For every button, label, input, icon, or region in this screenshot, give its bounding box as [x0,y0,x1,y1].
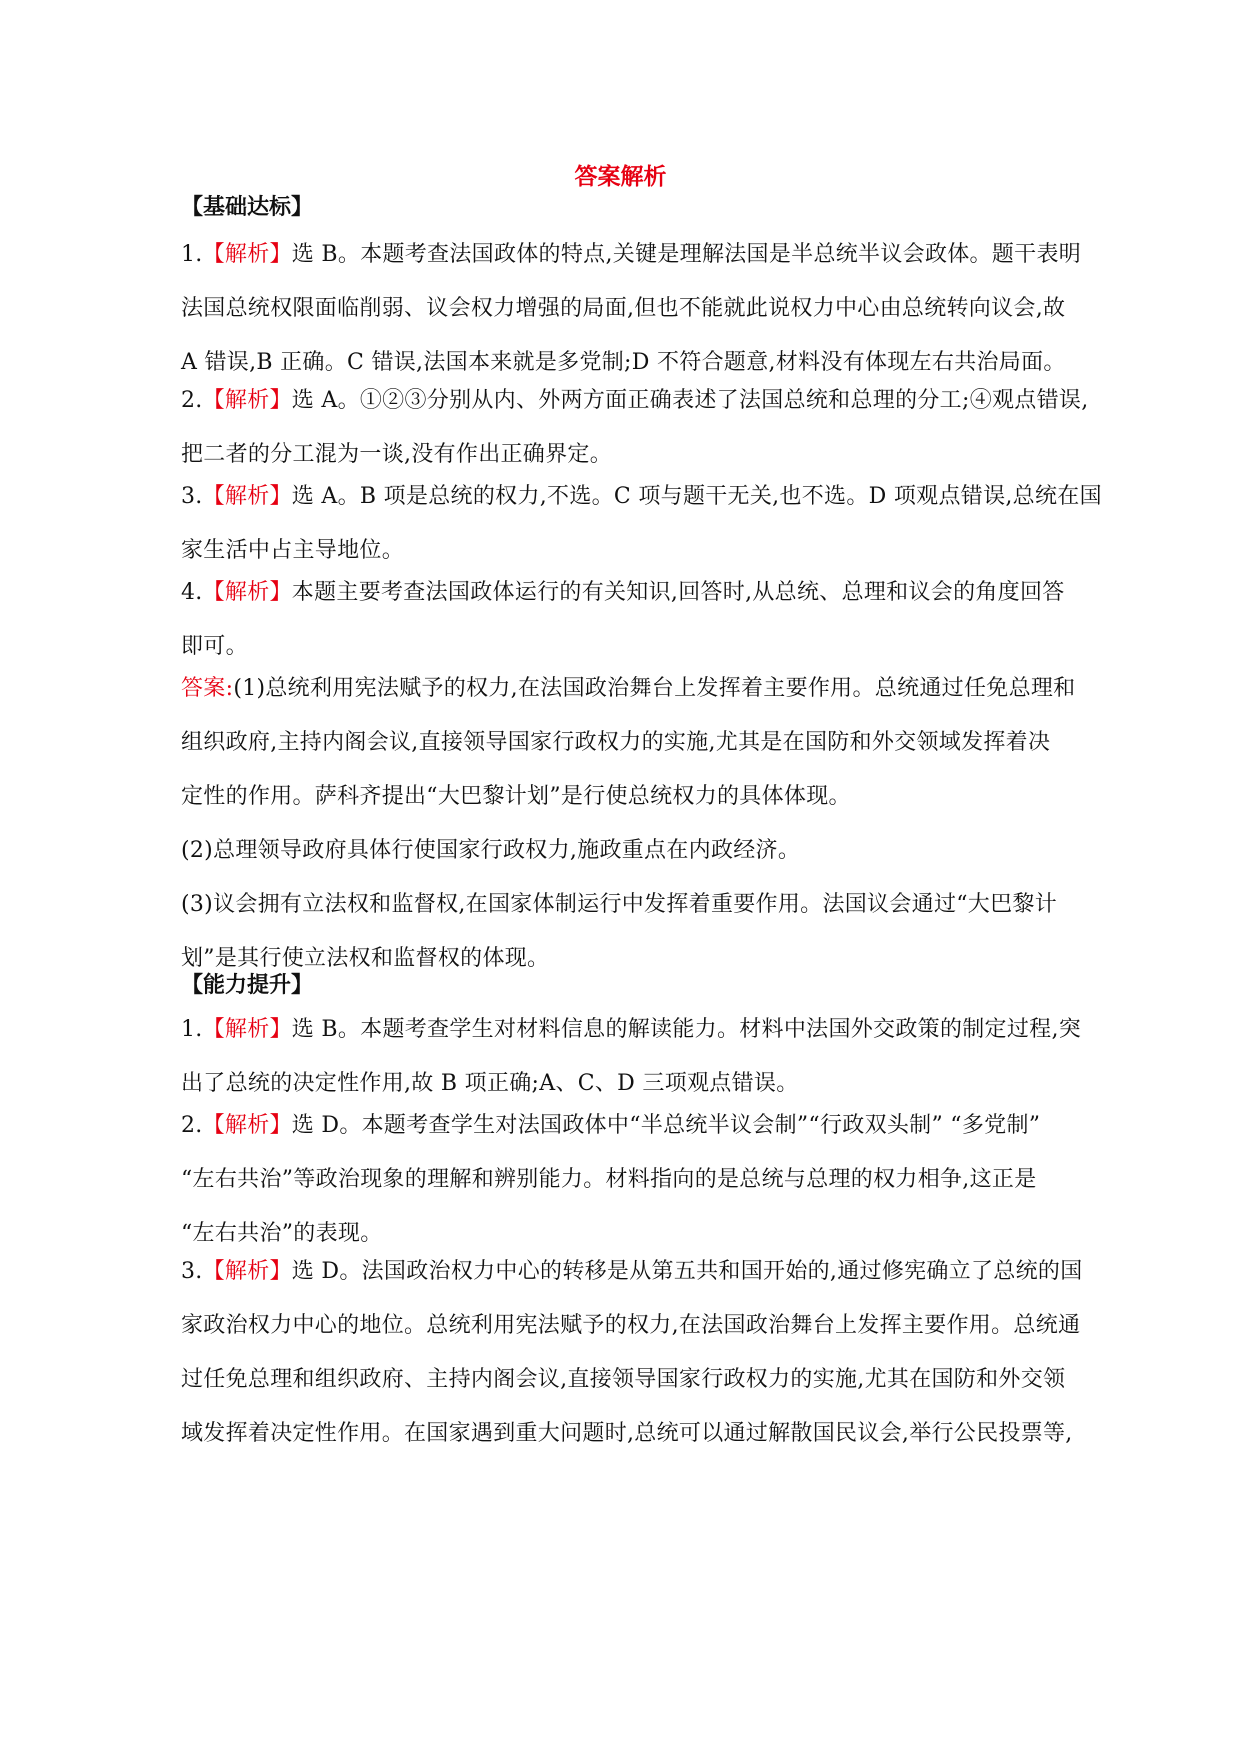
item-number: 2. [181,1113,203,1138]
item-number: 1. [181,242,203,267]
item-text: 法国总统权限面临削弱、议会权力增强的局面,但也不能就此说权力中心由总统转向议会,故 [181,296,1066,321]
analysis-tag: 【解析】 [202,242,292,267]
item-text: “左右共治”等政治现象的理解和辨别能力。材料指向的是总统与总理的权力相争,这正是 [181,1167,1037,1192]
answer-label: 答案: [181,676,234,701]
page-title: 答案解析 [574,163,667,190]
answer-sub-3: (3)议会拥有立法权和监督权,在国家体制运行中发挥着重要作用。法国议会通过“大巴黎计 [181,892,1058,917]
item-text: “左右共治”的表现。 [181,1221,383,1246]
section-heading-basic: 【基础达标】 [181,194,314,220]
answer-text: 定性的作用。萨科齐提出“大巴黎计划”是行使总统权力的具体体现。 [181,784,851,809]
item-text: 出了总统的决定性作用,故 B 项正确;A、C、D 三项观点错误。 [181,1071,799,1096]
item-text: 选 D。法国政治权力中心的转移是从第五共和国开始的,通过修宪确立了总统的国 [291,1259,1083,1284]
answer-text: (1)总统利用宪法赋予的权力,在法国政治舞台上发挥着主要作用。总统通过任免总理和 [233,676,1076,701]
item-text: A 错误,B 正确。C 错误,法国本来就是多党制;D 不符合题意,材料没有体现左右共治局面。 [181,350,1066,375]
advanced-item-3 [181,1245,1083,1461]
item-number: 3. [181,1259,203,1284]
basic-item-1 [181,228,1082,390]
item-text: 过任免总理和组织政府、主持内阁会议,直接领导国家行政权力的实施,尤其在国防和外交领 [181,1367,1066,1392]
item-text: 选 B。本题考查学生对材料信息的解读能力。材料中法国外交政策的制定过程,突 [291,1017,1082,1042]
item-text: 选 A。B 项是总统的权力,不选。C 项与题干无关,也不选。D 项观点错误,总统在国 [291,484,1102,509]
answer-sub-3: 划”是其行使立法权和监督权的体现。 [181,946,550,971]
basic-item-2 [181,374,1089,482]
item-text: 选 A。①②③分别从内、外两方面正确表述了法国总统和总理的分工;④观点错误, [291,388,1089,413]
basic-item-3 [181,470,1102,578]
answer-text: 组织政府,主持内阁会议,直接领导国家行政权力的实施,尤其是在国防和外交领域发挥着决 [181,730,1051,755]
analysis-tag: 【解析】 [202,1017,292,1042]
item-text: 即可。 [181,634,248,659]
item-number: 2. [181,388,203,413]
item-text: 家政治权力中心的地位。总统利用宪法赋予的权力,在法国政治舞台上发挥主要作用。总统通 [181,1313,1081,1338]
item-text: 把二者的分工混为一谈,没有作出正确界定。 [181,442,612,467]
item-text: 家生活中占主导地位。 [181,538,405,563]
analysis-tag: 【解析】 [202,1259,292,1284]
analysis-tag: 【解析】 [202,580,292,605]
item-text: 选 B。本题考查法国政体的特点,关键是理解法国是半总统半议会政体。题干表明 [291,242,1082,267]
item-number: 4. [181,580,203,605]
basic-item-4 [181,566,1073,674]
item-number: 3. [181,484,203,509]
analysis-tag: 【解析】 [202,388,292,413]
answer-sub-2: (2)总理领导政府具体行使国家行政权力,施政重点在内政经济。 [181,838,801,863]
analysis-tag: 【解析】 [202,484,292,509]
item-text: 域发挥着决定性作用。在国家遇到重大问题时,总统可以通过解散国民议会,举行公民投票等, [181,1421,1073,1446]
item-number: 1. [181,1017,203,1042]
item-text: 本题主要考查法国政体运行的有关知识,回答时,从总统、总理和议会的角度回答 [291,580,1065,605]
advanced-item-1 [181,1003,1082,1111]
section-heading-advanced: 【能力提升】 [181,972,314,998]
analysis-tag: 【解析】 [202,1113,292,1138]
item-text: 选 D。本题考查学生对法国政体中“半总统半议会制”“行政双头制” “多党制” [291,1113,1041,1138]
advanced-item-2 [181,1099,1073,1261]
answer-block [181,662,1076,986]
